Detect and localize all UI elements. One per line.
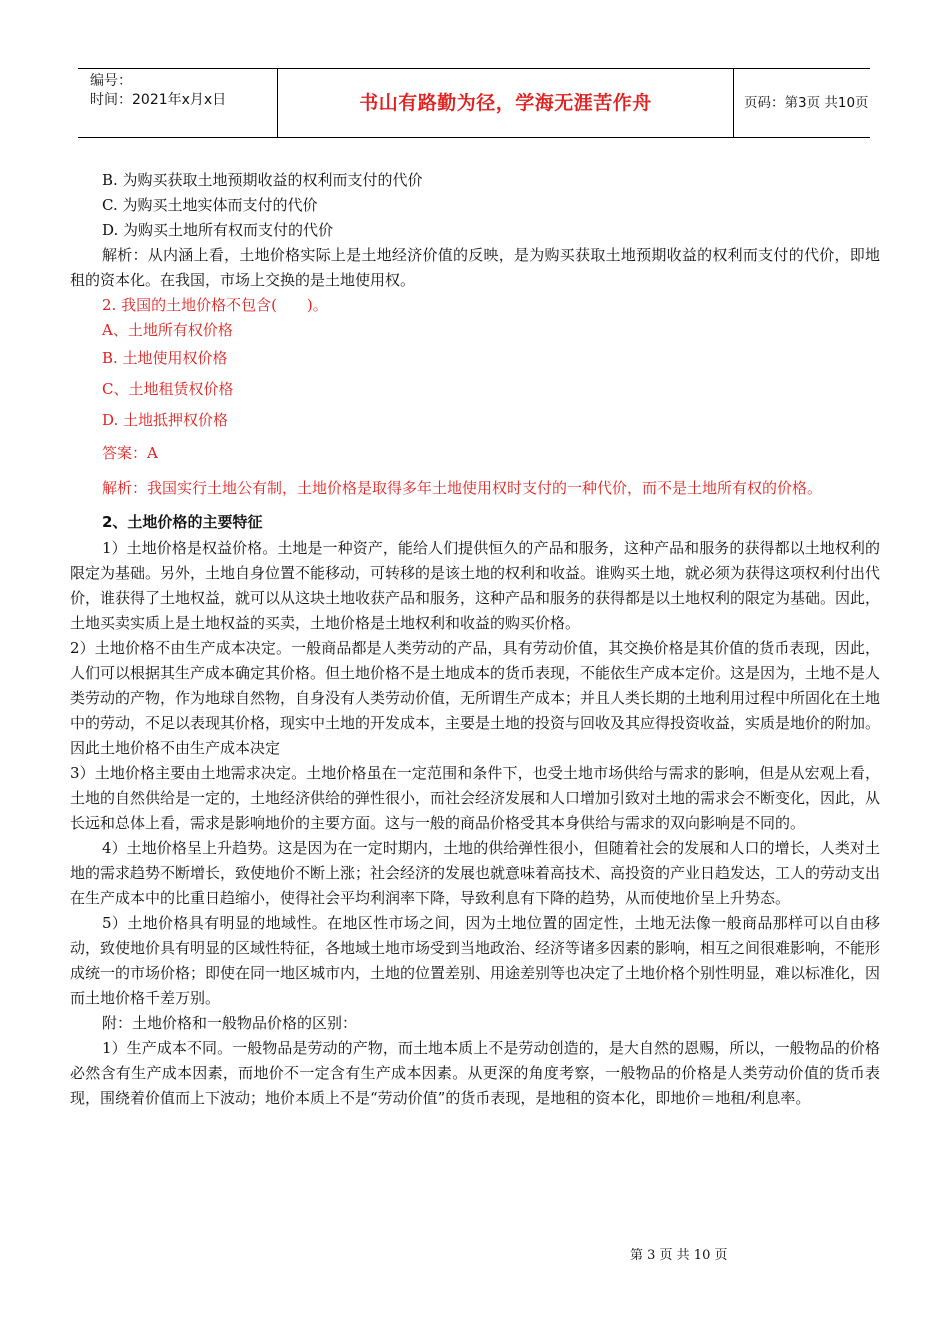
feature-3: 3）土地价格主要由土地需求决定。土地价格虽在一定范围和条件下，也受土地市场供给与需求的影响，但是从宏观上看，土地的自然供给是一定的，土地经济供给的弹性很小，而社会经济发展和人口增加引致对土地的需求会不断变化，因此，从长远和总体上看，需求是影响地价的主要方面。这与一般的商品价格受其本身供给与需求的双向影响是不同的。 (70, 764, 881, 832)
option-c-prev: C. 为购买土地实体而支付的代价 (102, 196, 318, 214)
feature-2: 2）土地价格不由生产成本决定。一般商品都是人类劳动的产品，具有劳动价值，其交换价格是其价值的货币表现，因此，人们可以根据其生产成本确定其价格。但土地价格不是土地成本的货币表现，不能依生产成本定价。这是因为，土地不是人类劳动的产物，作为地球自然物，自身没有人类劳动价值，无所谓生产成本；并且人类长期的土地利用过程中所固化在土地中的劳动，不足以表现其价格，现实中土地的开发成本，主要是土地的投资与回收及其应得投资收益，实质是地价的附加。因此土地价格不由生产成本决定 (70, 639, 881, 757)
option-b-prev: B. 为购买获取土地预期收益的权利而支付的代价 (102, 171, 423, 189)
section-title: 2、土地价格的主要特征 (102, 513, 263, 531)
question-2-stem: 2. 我国的土地价格不包含( )。 (102, 296, 328, 314)
page-footer: 第 3 页 共 10 页 (630, 1248, 728, 1263)
appendix-item-1: 1）生产成本不同。一般物品是劳动的产物，而土地本质上不是劳动创造的，是大自然的恩赐，所以，一般物品的价格必然含有生产成本因素，而地价不一定含有生产成本因素。从更深的角度考察，一般物品的价格是人类劳动价值的货币表现，围绕着价值而上下波动；地价本质上不是“劳动价值”的货币表现，是地租的资本化，即地价＝地租/利息率。 (70, 1039, 880, 1107)
question-2-option-a: A、土地所有权价格 (102, 321, 233, 339)
question-2-analysis: 解析：我国实行土地公有制，土地价格是取得多年土地使用权时支付的一种代价，而不是土地所有权的价格。 (102, 479, 823, 497)
page-header (78, 68, 870, 138)
analysis-1: 解析：从内涵上看，土地价格实际上是土地经济价值的反映，是为购买获取土地预期收益的权利而支付的代价，即地租的资本化。在我国，市场上交换的是土地使用权。 (70, 246, 880, 289)
header-motto: 书山有路勤为径，学海无涯苦作舟 (278, 69, 734, 137)
question-2-option-c: C、土地租赁权价格 (102, 380, 234, 398)
header-page-info: 页码：第3页 共10页 (744, 95, 869, 111)
document-body (70, 168, 880, 1111)
appendix-title: 附：土地价格和一般物品价格的区别： (102, 1014, 358, 1032)
feature-5: 5）土地价格具有明显的地域性。在地区性市场之间，因为土地位置的固定性，土地无法像一般商品那样可以自由移动，致使地价具有明显的区域性特征，各地域土地市场受到当地政治、经济等诸多因素的影响，相互之间很难影响，不能形成统一的市场价格；即使在同一地区城市内，土地的位置差别、用途差别等也决定了土地价格个别性明显，难以标准化，因而土地价格千差万别。 (70, 914, 881, 1007)
question-2-option-d: D. 土地抵押权价格 (102, 411, 229, 429)
question-2-answer: 答案：A (102, 444, 158, 462)
header-meta (78, 69, 278, 137)
time-label: 时间：2021年x月x日 (90, 92, 227, 108)
option-d-prev: D. 为购买土地所有权而支付的代价 (102, 221, 334, 239)
feature-4: 4）土地价格呈上升趋势。这是因为在一定时期内，土地的供给弹性很小，但随着社会的发展和人口的增长，人类对土地的需求趋势不断增长，致使地价不断上涨；社会经济的发展也就意味着高技术、高投资的产业日趋发达，工人的劳动支出在生产成本中的比重日趋缩小，使得社会平均利润率下降，导致利息有下降的趋势，从而使地价呈上升势态。 (70, 839, 881, 907)
question-2-option-b: B. 土地使用权价格 (102, 349, 228, 367)
number-label: 编号： (90, 73, 132, 89)
feature-1: 1）土地价格是权益价格。土地是一种资产，能给人们提供恒久的产品和服务，这种产品和服务的获得都以土地权利的限定为基础。另外，土地自身位置不能移动，可转移的是该土地的权利和收益。谁购买土地，就必须为获得这项权利付出代价，谁获得了土地权益，就可以从这块土地收获产品和服务，这种产品和服务的获得都是以土地权利的限定为基础。因此，土地买卖实质上是土地权益的买卖，土地价格是土地权利和收益的购买价格。 (70, 539, 881, 632)
